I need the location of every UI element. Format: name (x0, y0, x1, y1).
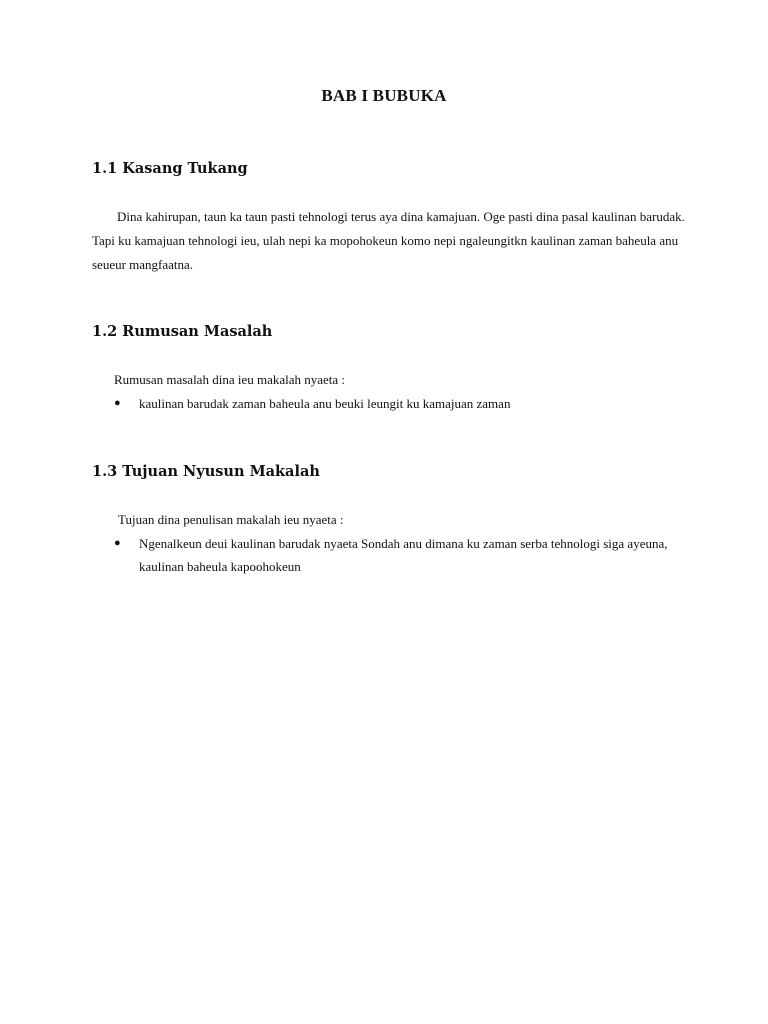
document-title: BAB I BUBUKA (321, 86, 447, 105)
bullet-icon: ● (114, 397, 121, 409)
bullet-icon: ● (114, 537, 121, 549)
section-heading-tujuan-nyusun-makalah: 1.3 Tujuan Nyusun Makalah (92, 463, 320, 480)
paragraph-text: Dina kahirupan, taun ka taun pasti tehnologi terus aya dina kamajuan. Oge pasti dina pasal kaulinan barudak. Tapi ku kamajuan tehnologi ieu, ulah nepi ka mopohokeun komo nepi ngaleungitkn kaulinan zaman baheula anu seueur mangfaatna. (92, 209, 685, 272)
list-item (114, 392, 674, 415)
list-item-text: kaulinan barudak zaman baheula anu beuki leungit ku kamajuan zaman (139, 396, 511, 411)
section-paragraph-kasang-tukang (92, 205, 692, 277)
section-heading-kasang-tukang: 1.1 Kasang Tukang (92, 160, 248, 177)
section-intro-rumusan-masalah: Rumusan masalah dina ieu makalah nyaeta : (114, 372, 346, 387)
list-item-text: Ngenalkeun deui kaulinan barudak nyaeta Sondah anu dimana ku zaman serba tehnologi siga ayeuna, kaulinan baheula kapoohokeun (139, 536, 668, 574)
section-intro-tujuan: Tujuan dina penulisan makalah ieu nyaeta : (118, 512, 344, 527)
list-item (114, 532, 674, 578)
section-heading-rumusan-masalah: 1.2 Rumusan Masalah (92, 323, 273, 340)
